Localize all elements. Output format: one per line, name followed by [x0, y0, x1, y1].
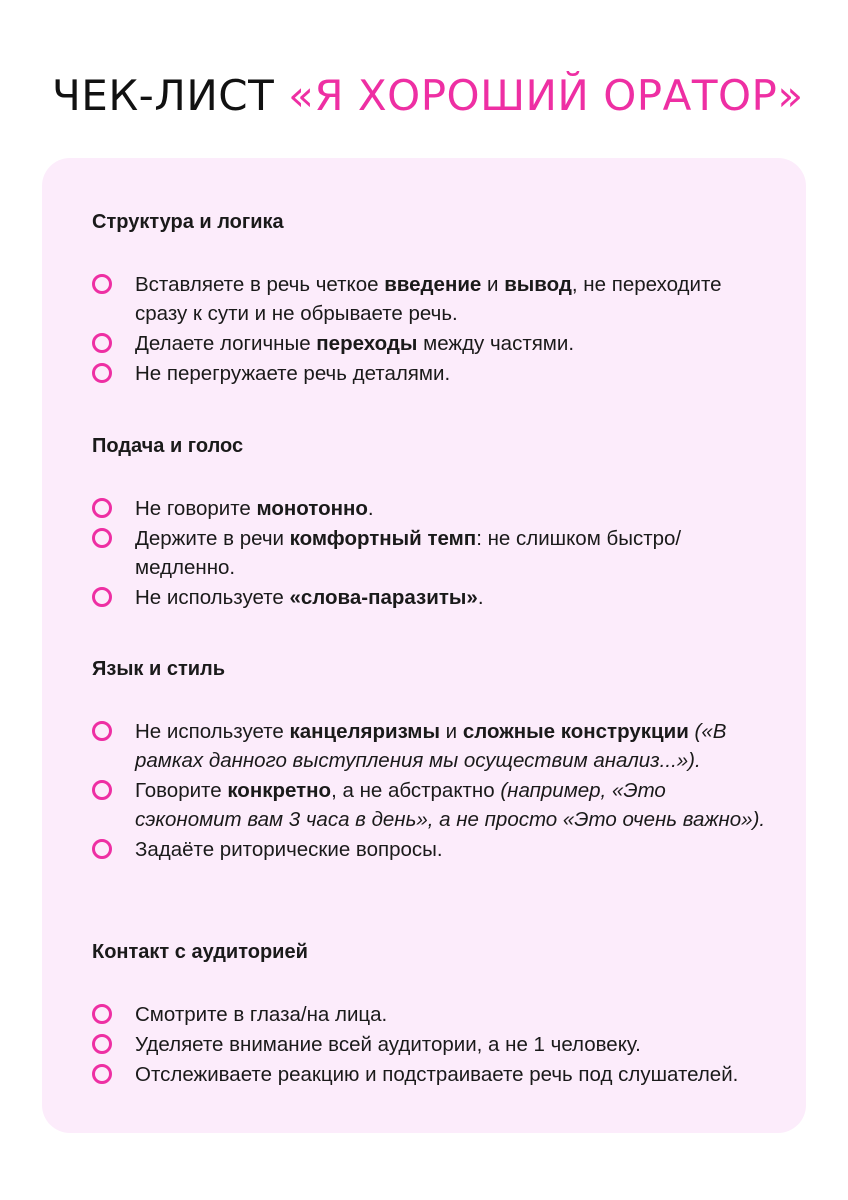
section-structure — [92, 208, 772, 389]
section-heading: Структура и логика — [92, 211, 284, 233]
item-text: между частями. — [417, 332, 575, 355]
circle-bullet-icon — [92, 1004, 112, 1024]
item-text: , а не абстрактно — [331, 779, 501, 802]
circle-bullet-icon — [92, 528, 112, 548]
circle-bullet-icon — [92, 780, 112, 800]
checklist-item — [92, 835, 772, 864]
circle-bullet-icon — [92, 274, 112, 294]
checklist-item — [92, 776, 772, 834]
checklist-item — [92, 583, 772, 612]
item-text: Отслеживаете реакцию и подстраиваете речь под слушателей. — [135, 1063, 739, 1086]
checklist-item — [92, 329, 772, 358]
item-text: Смотрите в глаза/на лица. — [135, 1003, 388, 1026]
item-text: . — [477, 586, 484, 609]
circle-bullet-icon — [92, 498, 112, 518]
circle-bullet-icon — [92, 587, 112, 607]
section-heading: Подача и голос — [92, 435, 244, 457]
item-text: Не говорите — [135, 497, 257, 520]
item-text: Делаете логичные — [135, 332, 317, 355]
item-text: и — [439, 720, 463, 743]
item-text: Не перегружаете речь деталями. — [135, 362, 451, 385]
checklist-item — [92, 270, 772, 328]
checklist-item — [92, 1030, 772, 1059]
checklist-items — [92, 494, 772, 612]
section-heading: Контакт с аудиторией — [92, 941, 308, 963]
section-language — [92, 655, 772, 865]
checklist-item — [92, 359, 772, 388]
checklist-items — [92, 270, 772, 388]
circle-bullet-icon — [92, 333, 112, 353]
bold-text: монотонно — [256, 497, 368, 520]
page-title — [52, 66, 812, 126]
item-text: . — [367, 497, 374, 520]
checklist-items — [92, 717, 772, 864]
item-text: Не используете — [135, 586, 290, 609]
circle-bullet-icon — [92, 1034, 112, 1054]
checklist-item — [92, 1060, 772, 1089]
italic-text: (например, «Это сэкономит вам 3 часа в день», а не просто «Это очень важно»). — [135, 779, 766, 831]
item-text: Уделяете внимание всей аудитории, а не 1 человеку. — [135, 1033, 641, 1056]
title-part-black: ЧЕК-ЛИСТ — [52, 71, 275, 120]
bold-text: конкретно — [227, 779, 332, 802]
circle-bullet-icon — [92, 721, 112, 741]
item-text: Вставляете в речь четкое — [135, 273, 385, 296]
circle-bullet-icon — [92, 363, 112, 383]
item-text: и — [481, 273, 505, 296]
bold-text: комфортный темп — [289, 527, 477, 550]
item-text: Держите в речи — [135, 527, 290, 550]
section-delivery — [92, 432, 772, 613]
checklist-item — [92, 717, 772, 775]
bold-text: вывод — [504, 273, 572, 296]
section-audience — [92, 938, 772, 1090]
bold-text: переходы — [316, 332, 418, 355]
item-text: Задаёте риторические вопросы. — [135, 838, 443, 861]
item-text: Говорите — [135, 779, 228, 802]
item-text: : не слишком быстро/ медленно. — [135, 527, 682, 579]
section-heading: Язык и стиль — [92, 658, 226, 680]
checklist-item — [92, 1000, 772, 1029]
italic-text: («В рамках данного выступления мы осуществим анализ...»). — [135, 720, 727, 772]
bold-text: сложные конструкции — [462, 720, 689, 743]
item-text: Не используете — [135, 720, 290, 743]
item-text: , не переходите сразу к сути и не обрываете речь. — [135, 273, 722, 325]
title-part-pink: «Я ХОРОШИЙ ОРАТОР» — [288, 71, 804, 120]
circle-bullet-icon — [92, 839, 112, 859]
bold-text: «слова-паразиты» — [289, 586, 478, 609]
checklist-card — [42, 158, 806, 1133]
checklist-item — [92, 494, 772, 523]
bold-text: канцеляризмы — [289, 720, 440, 743]
bold-text: введение — [384, 273, 482, 296]
checklist-item — [92, 524, 772, 582]
checklist-items — [92, 1000, 772, 1089]
circle-bullet-icon — [92, 1064, 112, 1084]
